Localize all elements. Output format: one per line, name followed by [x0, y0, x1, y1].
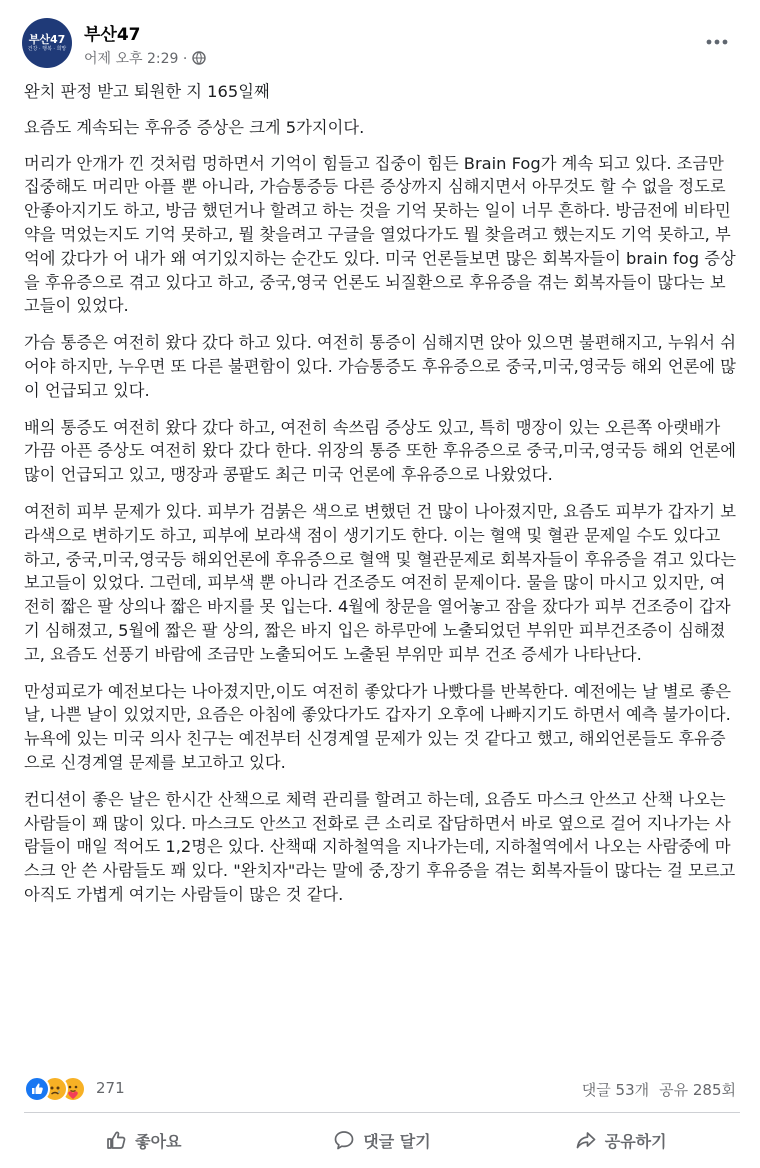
like-icon — [24, 1076, 50, 1102]
share-count[interactable]: 공유 285회 — [659, 1081, 736, 1099]
reaction-summary[interactable] — [24, 1074, 740, 1102]
more-options-icon[interactable] — [706, 26, 728, 51]
post-paragraph: 요즘도 계속되는 후유증 증상은 크게 5가지이다. — [24, 117, 365, 137]
share-button[interactable] — [501, 1120, 740, 1160]
post-paragraph: 가슴 통증은 여전히 왔다 갔다 하고 있다. 여전히 통증이 심해지면 앉아 있으면 불편해지고, 누워서 쉬어야 하지만, 누우면 또 다른 불편함이 있다. 가슴통증도 후유증으로 중국,미국,영국등 해외 언론에 많이 언급되고 있다. — [24, 333, 736, 400]
post-paragraph: 배의 통증도 여전히 왔다 갔다 하고, 여전히 속쓰림 증상도 있고, 특히 맹장이 있는 오른쪽 아랫배가 가끔 아픈 증상도 여전히 왔다 갔다 한다. 위장의 통증 또한 후유증으로 중국,미국,영국등 해외 언론에 많이 언급되고 있고, 맹장과 콩팥도 최근 미국 언론에 후유증으로 나왔었다. — [24, 417, 736, 485]
post-stats — [582, 1079, 736, 1100]
comment-icon — [333, 1129, 355, 1151]
post-paragraph: 완치 판정 받고 퇴원한 지 165일째 — [24, 82, 270, 101]
share-label: 공유하기 — [604, 1131, 667, 1151]
author-name[interactable]: 부산47 — [84, 25, 141, 45]
post-paragraph: 만성피로가 예전보다는 나아졌지만,이도 여전히 좋았다가 나빴다를 반복한다. 예전에는 날 별로 좋은 날, 나쁜 날이 있었지만, 요즘은 아침에 좋았다가도 갑자기 오후에 나빠지기도 하면서 예측 불가이다. 뉴욕에 있는 미국 의사 친구는 예전부터 신경계열 문제가 있는 것 같다고 했고, 해외언론들도 후유증으로 신경계열 문제를 보고하고 있다. — [24, 681, 731, 772]
divider — [24, 1112, 740, 1113]
comment-button[interactable] — [263, 1120, 502, 1160]
post-paragraph: 컨디션이 좋은 날은 한시간 산책으로 체력 관리를 할려고 하는데, 요즘도 마스크 안쓰고 산책 나오는 사람들이 꽤 많이 있다. 마스크도 안쓰고 전화로 큰 소리로 잡담하면서 바로 옆으로 걸어 지나가는 사람들이 매일 적어도 1,2명은 있다. 산책때 지하철역을 지나가는데, 지하철역에서 나오는 사람중에 마스크 안 쓴 사람들도 꽤 있다. "완치자"라는 말에 중,장기 후유증을 겪는 회복자들이 많다는 걸 모르고 아직도 가볍게 여기는 사람들이 많은 것 같다. — [24, 789, 736, 904]
post-body — [24, 80, 740, 920]
thumbs-up-icon — [105, 1129, 127, 1151]
comment-label: 댓글 달기 — [363, 1131, 431, 1151]
action-bar — [24, 1120, 740, 1160]
post-paragraph: 머리가 안개가 낀 것처럼 멍하면서 기억이 힘들고 집중이 힘든 Brain Fog가 계속 되고 있다. 조금만 집중해도 머리만 아플 뿐 아니라, 가슴통증등 다른 증상까지 심해지면서 아무것도 할 수 없을 정도로 안좋아지기도 하고, 방금 했던거나 할려고 하는 것을 기억 못하는 일이 너무 흔하다. 방금전에 비타민 약을 먹었는지도 기억 못하고, 뭘 찾을려고 구글을 열었다가도 뭘 찾을려고 했는지도 기억 못하고, 부억에 갔다가 어 내가 왜 여기있지하는 순간도 있다. 미국 언론들보면 많은 회복자들이 brain fog 증상을 후유증으로 겪고 있다고 하고, 중국,영국 언론도 뇌질환으로 후유증을 겪는 회복자들이 많다는 보고들이 있었다. — [24, 153, 736, 316]
comment-count[interactable]: 댓글 53개 — [581, 1081, 650, 1099]
avatar[interactable] — [22, 18, 72, 68]
share-icon — [575, 1129, 597, 1151]
post-paragraph: 여전히 피부 문제가 있다. 피부가 검붉은 색으로 변했던 건 많이 나아졌지만, 요즘도 피부가 갑자기 보라색으로 변하기도 하고, 피부에 보라색 점이 생기기도 한다. 이는 혈액 및 혈관 문제일 수도 있다고 하고, 중국,미국,영국등 해외언론에 후유증으로 혈액 및 혈관문제로 회복자들이 후유증을 겪고 있다는 보고들이 있었다. 그런데, 피부색 뿐 아니라 건조증도 여전히 문제이다. 물을 많이 마시고 있지만, 여전히 짧은 팔 상의나 짧은 바지를 못 입는다. 4월에 창문을 열어놓고 잠을 잤다가 피부 건조증이 갑자기 심해졌고, 5월에 짧은 팔 상의, 짧은 바지 입은 하루만에 노출되었던 부위만 피부건조증이 심해졌고, 요즘도 선풍기 바람에 조금만 노출되어도 노출된 부위만 피부 건조 증세가 나타난다. — [24, 501, 737, 664]
reaction-count: 271 — [96, 1079, 125, 1097]
globe-icon — [192, 51, 206, 65]
avatar-subtext: 건강 · 행복 · 희망 — [27, 45, 67, 52]
avatar-text: 부산47 — [28, 32, 66, 46]
like-button[interactable] — [24, 1120, 263, 1160]
post-header — [22, 18, 738, 70]
like-label: 좋아요 — [135, 1131, 182, 1151]
post-timestamp[interactable]: 어제 오후 2:29 · — [84, 51, 188, 67]
post-meta — [84, 48, 206, 68]
